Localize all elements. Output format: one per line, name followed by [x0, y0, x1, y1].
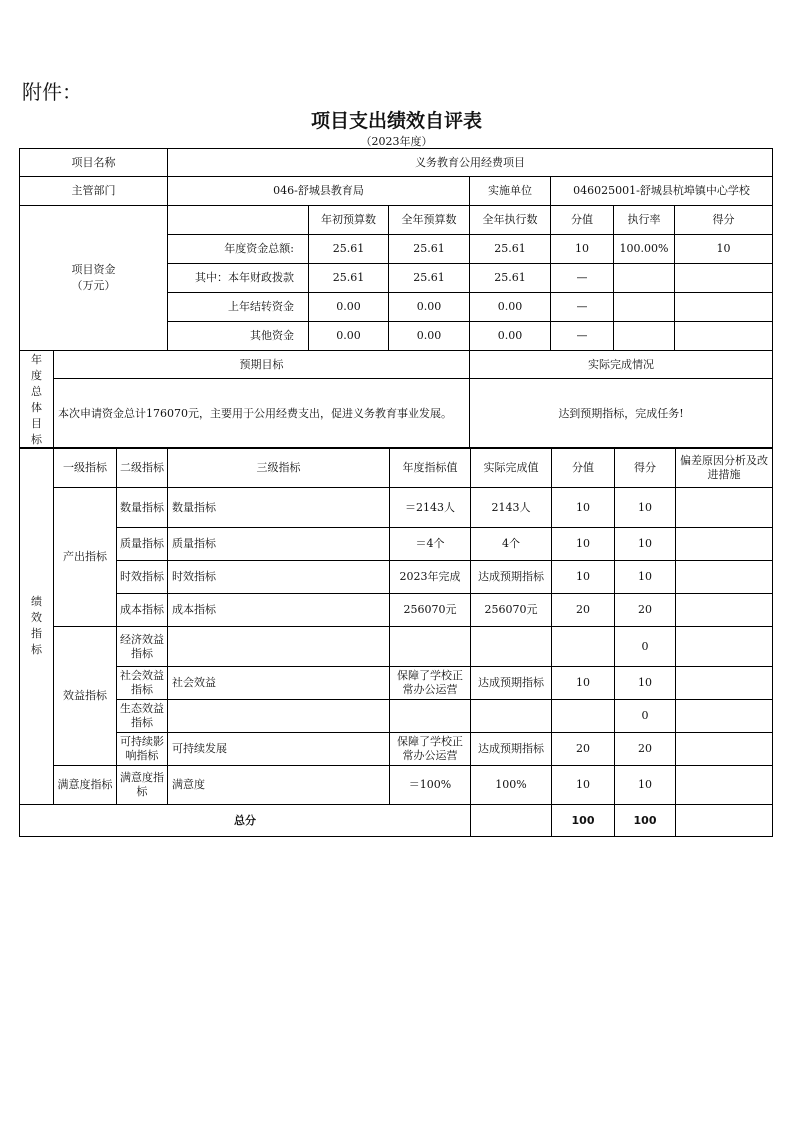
indicator-target: 保障了学校正常办公运营	[390, 733, 471, 766]
total-row	[20, 805, 773, 837]
funds-header-blank	[168, 206, 309, 235]
indicator-note	[676, 528, 773, 561]
funds-executed: 0.00	[470, 293, 551, 322]
funds-score-value: 10	[551, 235, 614, 264]
group-output: 产出指标	[54, 488, 117, 627]
indicator-level3: 时效指标	[168, 561, 390, 594]
indicator-row	[20, 667, 773, 700]
indicators-side-char: 绩	[31, 595, 42, 608]
indicator-level3: 社会效益	[168, 667, 390, 700]
indicator-note	[676, 733, 773, 766]
indicator-target: ＝2143人	[390, 488, 471, 528]
funds-label	[20, 206, 168, 351]
indicator-score: 0	[615, 700, 676, 733]
funds-rate	[614, 293, 675, 322]
indicator-actual: 达成预期指标	[471, 733, 552, 766]
indicator-target	[390, 700, 471, 733]
indicator-level2: 经济效益指标	[117, 627, 168, 667]
funds-header-executed: 全年执行数	[470, 206, 551, 235]
indicator-target: 保障了学校正常办公运营	[390, 667, 471, 700]
indicator-score-value	[552, 700, 615, 733]
indicator-target: 2023年完成	[390, 561, 471, 594]
indicator-level3: 数量指标	[168, 488, 390, 528]
indicator-level3: 成本指标	[168, 594, 390, 627]
funds-full: 0.00	[389, 322, 470, 351]
indicator-score: 10	[615, 667, 676, 700]
expected-goals-text: 本次申请资金总计176070元，主要用于公用经费支出，促进义务教育事业发展。	[54, 379, 470, 449]
dept-value: 046-舒城县教育局	[168, 177, 470, 206]
header-actual: 实际完成值	[471, 448, 552, 488]
indicator-level2: 数量指标	[117, 488, 168, 528]
indicator-actual: 100%	[471, 766, 552, 805]
project-name-value: 义务教育公用经费项目	[168, 149, 773, 177]
indicator-score: 10	[615, 766, 676, 805]
indicator-level2: 可持续影响指标	[117, 733, 168, 766]
indicator-score: 0	[615, 627, 676, 667]
funds-initial: 25.61	[309, 264, 389, 293]
indicator-note	[676, 488, 773, 528]
funds-initial: 0.00	[309, 322, 389, 351]
actual-completion-text: 达到预期指标，完成任务!	[470, 379, 773, 449]
goals-content-row	[20, 379, 773, 449]
header-deviation-note: 偏差原因分析及改进措施	[676, 448, 773, 488]
funds-executed: 25.61	[470, 235, 551, 264]
header-level2: 二级指标	[117, 448, 168, 488]
goals-side-char: 目	[31, 416, 42, 430]
goals-side-char: 年	[31, 352, 42, 366]
indicator-score: 20	[615, 733, 676, 766]
indicator-level2: 满意度指标	[117, 766, 168, 805]
indicator-level2: 时效指标	[117, 561, 168, 594]
expected-goals-header: 预期目标	[54, 351, 470, 379]
funds-label-line2: （万元）	[71, 279, 116, 292]
indicator-target	[390, 627, 471, 667]
header-level3: 三级指标	[168, 448, 390, 488]
funds-header-rate: 执行率	[614, 206, 675, 235]
indicator-note	[676, 594, 773, 627]
summary-table	[19, 148, 773, 449]
indicator-target: ＝4个	[390, 528, 471, 561]
goals-side-char: 标	[31, 432, 42, 446]
funds-header-row	[20, 206, 773, 235]
funds-score-value: —	[551, 264, 614, 293]
indicator-score-value: 10	[552, 667, 615, 700]
indicator-note	[676, 700, 773, 733]
funds-header-score: 得分	[675, 206, 773, 235]
header-score: 得分	[615, 448, 676, 488]
indicator-row	[20, 528, 773, 561]
funds-initial: 0.00	[309, 293, 389, 322]
indicator-level2: 成本指标	[117, 594, 168, 627]
funds-score	[675, 264, 773, 293]
indicator-score-value: 20	[552, 733, 615, 766]
indicator-row	[20, 594, 773, 627]
indicator-level3	[168, 627, 390, 667]
funds-rate	[614, 264, 675, 293]
goals-header-row	[20, 351, 773, 379]
indicator-actual: 4个	[471, 528, 552, 561]
funds-score: 10	[675, 235, 773, 264]
indicator-level2: 质量指标	[117, 528, 168, 561]
indicator-note	[676, 561, 773, 594]
indicator-score: 10	[615, 488, 676, 528]
goals-side-char: 总	[31, 384, 42, 398]
indicator-score-value: 10	[552, 561, 615, 594]
indicator-score: 10	[615, 561, 676, 594]
dept-label: 主管部门	[20, 177, 168, 206]
total-label: 总分	[20, 805, 471, 837]
indicator-score-value: 10	[552, 488, 615, 528]
total-note	[676, 805, 773, 837]
funds-score-value: —	[551, 322, 614, 351]
indicator-level2: 社会效益指标	[117, 667, 168, 700]
header-target: 年度指标值	[390, 448, 471, 488]
indicator-level2: 生态效益指标	[117, 700, 168, 733]
actual-completion-header: 实际完成情况	[470, 351, 773, 379]
indicator-row	[20, 627, 773, 667]
goals-side-char: 度	[31, 368, 42, 382]
unit-label: 实施单位	[470, 177, 551, 206]
indicator-score-value: 10	[552, 528, 615, 561]
total-blank	[471, 805, 552, 837]
department-row	[20, 177, 773, 206]
funds-row-label: 其他资金	[168, 322, 309, 351]
funds-label-line1: 项目资金	[71, 263, 116, 276]
funds-row-label: 上年结转资金	[168, 293, 309, 322]
indicators-side-char: 效	[31, 611, 42, 624]
page-title: 项目支出绩效自评表	[310, 110, 482, 132]
funds-executed: 25.61	[470, 264, 551, 293]
indicator-actual: 达成预期指标	[471, 667, 552, 700]
funds-row-label: 其中：本年财政拨款	[168, 264, 309, 293]
page-subtitle: （2023年度）	[360, 135, 433, 148]
indicator-level3: 可持续发展	[168, 733, 390, 766]
indicator-level3: 质量指标	[168, 528, 390, 561]
funds-initial: 25.61	[309, 235, 389, 264]
indicator-actual: 达成预期指标	[471, 561, 552, 594]
funds-score	[675, 293, 773, 322]
total-score: 100	[615, 805, 676, 837]
funds-score	[675, 322, 773, 351]
funds-row-label: 年度资金总额:	[168, 235, 309, 264]
indicators-header-row	[20, 448, 773, 488]
group-satisfaction: 满意度指标	[54, 766, 117, 805]
funds-full: 25.61	[389, 264, 470, 293]
indicators-side-char: 标	[31, 643, 42, 656]
group-benefit: 效益指标	[54, 627, 117, 766]
indicator-target: ＝100%	[390, 766, 471, 805]
indicator-row	[20, 561, 773, 594]
funds-header-full: 全年预算数	[389, 206, 470, 235]
header-level1: 一级指标	[54, 448, 117, 488]
funds-rate	[614, 322, 675, 351]
indicator-row	[20, 766, 773, 805]
indicator-score-value: 20	[552, 594, 615, 627]
indicator-row	[20, 733, 773, 766]
funds-full: 0.00	[389, 293, 470, 322]
indicator-row	[20, 700, 773, 733]
attachment-label: 附件：	[22, 80, 82, 104]
goals-side-char: 体	[31, 400, 42, 414]
indicator-row	[20, 488, 773, 528]
unit-value: 046025001-舒城县杭埠镇中心学校	[551, 177, 773, 206]
indicator-score-value: 10	[552, 766, 615, 805]
indicators-side-char: 指	[31, 627, 42, 640]
project-name-row	[20, 149, 773, 177]
indicator-level3: 满意度	[168, 766, 390, 805]
indicator-actual	[471, 627, 552, 667]
indicator-score: 10	[615, 528, 676, 561]
total-score-value: 100	[552, 805, 615, 837]
funds-rate: 100.00%	[614, 235, 675, 264]
indicator-actual	[471, 700, 552, 733]
funds-executed: 0.00	[470, 322, 551, 351]
indicators-table	[19, 447, 773, 837]
indicator-level3	[168, 700, 390, 733]
indicator-score: 20	[615, 594, 676, 627]
indicator-score-value	[552, 627, 615, 667]
indicator-note	[676, 766, 773, 805]
annual-goals-side-label	[20, 351, 54, 449]
funds-full: 25.61	[389, 235, 470, 264]
project-name-label: 项目名称	[20, 149, 168, 177]
funds-score-value: —	[551, 293, 614, 322]
indicators-side-label	[20, 448, 54, 805]
indicator-note	[676, 667, 773, 700]
header-score-value: 分值	[552, 448, 615, 488]
indicator-target: 256070元	[390, 594, 471, 627]
indicator-actual: 256070元	[471, 594, 552, 627]
indicator-note	[676, 627, 773, 667]
funds-header-score-value: 分值	[551, 206, 614, 235]
indicator-actual: 2143人	[471, 488, 552, 528]
funds-header-initial: 年初预算数	[309, 206, 389, 235]
